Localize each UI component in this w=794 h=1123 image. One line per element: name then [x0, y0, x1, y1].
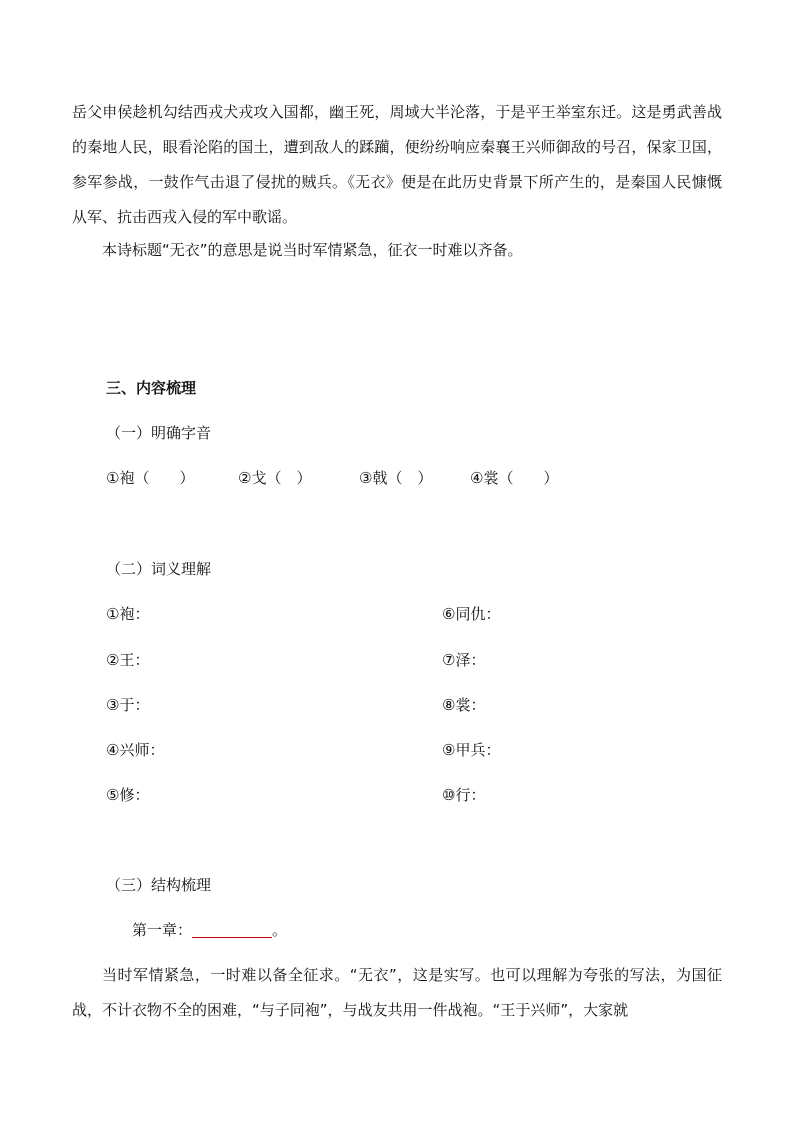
subsection-meaning-title: （二）词义理解	[106, 560, 212, 578]
meaning-item: ⑤修：	[106, 786, 150, 804]
pronunciation-item: ①袍（ ）	[106, 469, 195, 487]
pronunciation-item: ④裳（ ）	[470, 469, 559, 487]
subsection-pronunciation-title: （一）明确字音	[106, 424, 212, 442]
meaning-item: ⑩行：	[442, 786, 486, 804]
meaning-item: ④兴师：	[106, 741, 165, 759]
section-heading: 三、内容梳理	[106, 379, 197, 397]
meaning-item: ⑧裳：	[442, 696, 486, 714]
intro-paragraph-2: 本诗标题“无衣”的意思是说当时军情紧急，征衣一时难以齐备。	[102, 241, 523, 259]
subsection-structure-title: （三）结构梳理	[106, 876, 212, 894]
chapter-1-period: 。	[272, 921, 288, 939]
meaning-item: ⑨甲兵：	[442, 741, 501, 759]
intro-paragraph-1: 岳父申侯趁机勾结西戎犬戎攻入国都，幽王死，周域大半沦落，于是平王举室东迁。这是勇武善战的秦地人民，眼看沦陷的国土，遭到敌人的蹂躏，便纷纷响应秦襄王兴师御敌的号召，保家卫国，参军参战，一鼓作气击退了侵扰的贼兵。《无衣》便是在此历史背景下所产生的，是秦国人民慷慨从军、抗击西戎入侵的军中歌谣。	[72, 103, 722, 226]
meaning-item: ⑦泽：	[442, 651, 486, 669]
meaning-item: ①袍：	[106, 605, 150, 623]
chapter-1-label: 第一章：	[132, 921, 193, 939]
pronunciation-item: ②戈（ ）	[238, 469, 312, 487]
meaning-item: ⑥同仇：	[442, 605, 501, 623]
structure-paragraph: 当时军情紧急，一时难以备全征求。“无衣”，这是实写。也可以理解为夸张的写法，为国征战，不计衣物不全的困难，“与子同袍”，与战友共用一件战袍。“王于兴师”，大家就	[72, 966, 722, 1019]
pronunciation-item: ③戟（ ）	[359, 469, 433, 487]
meaning-item: ②王：	[106, 651, 150, 669]
chapter-1-line	[132, 919, 287, 940]
answer-blank[interactable]	[192, 936, 272, 938]
meaning-item: ③于：	[106, 696, 150, 714]
